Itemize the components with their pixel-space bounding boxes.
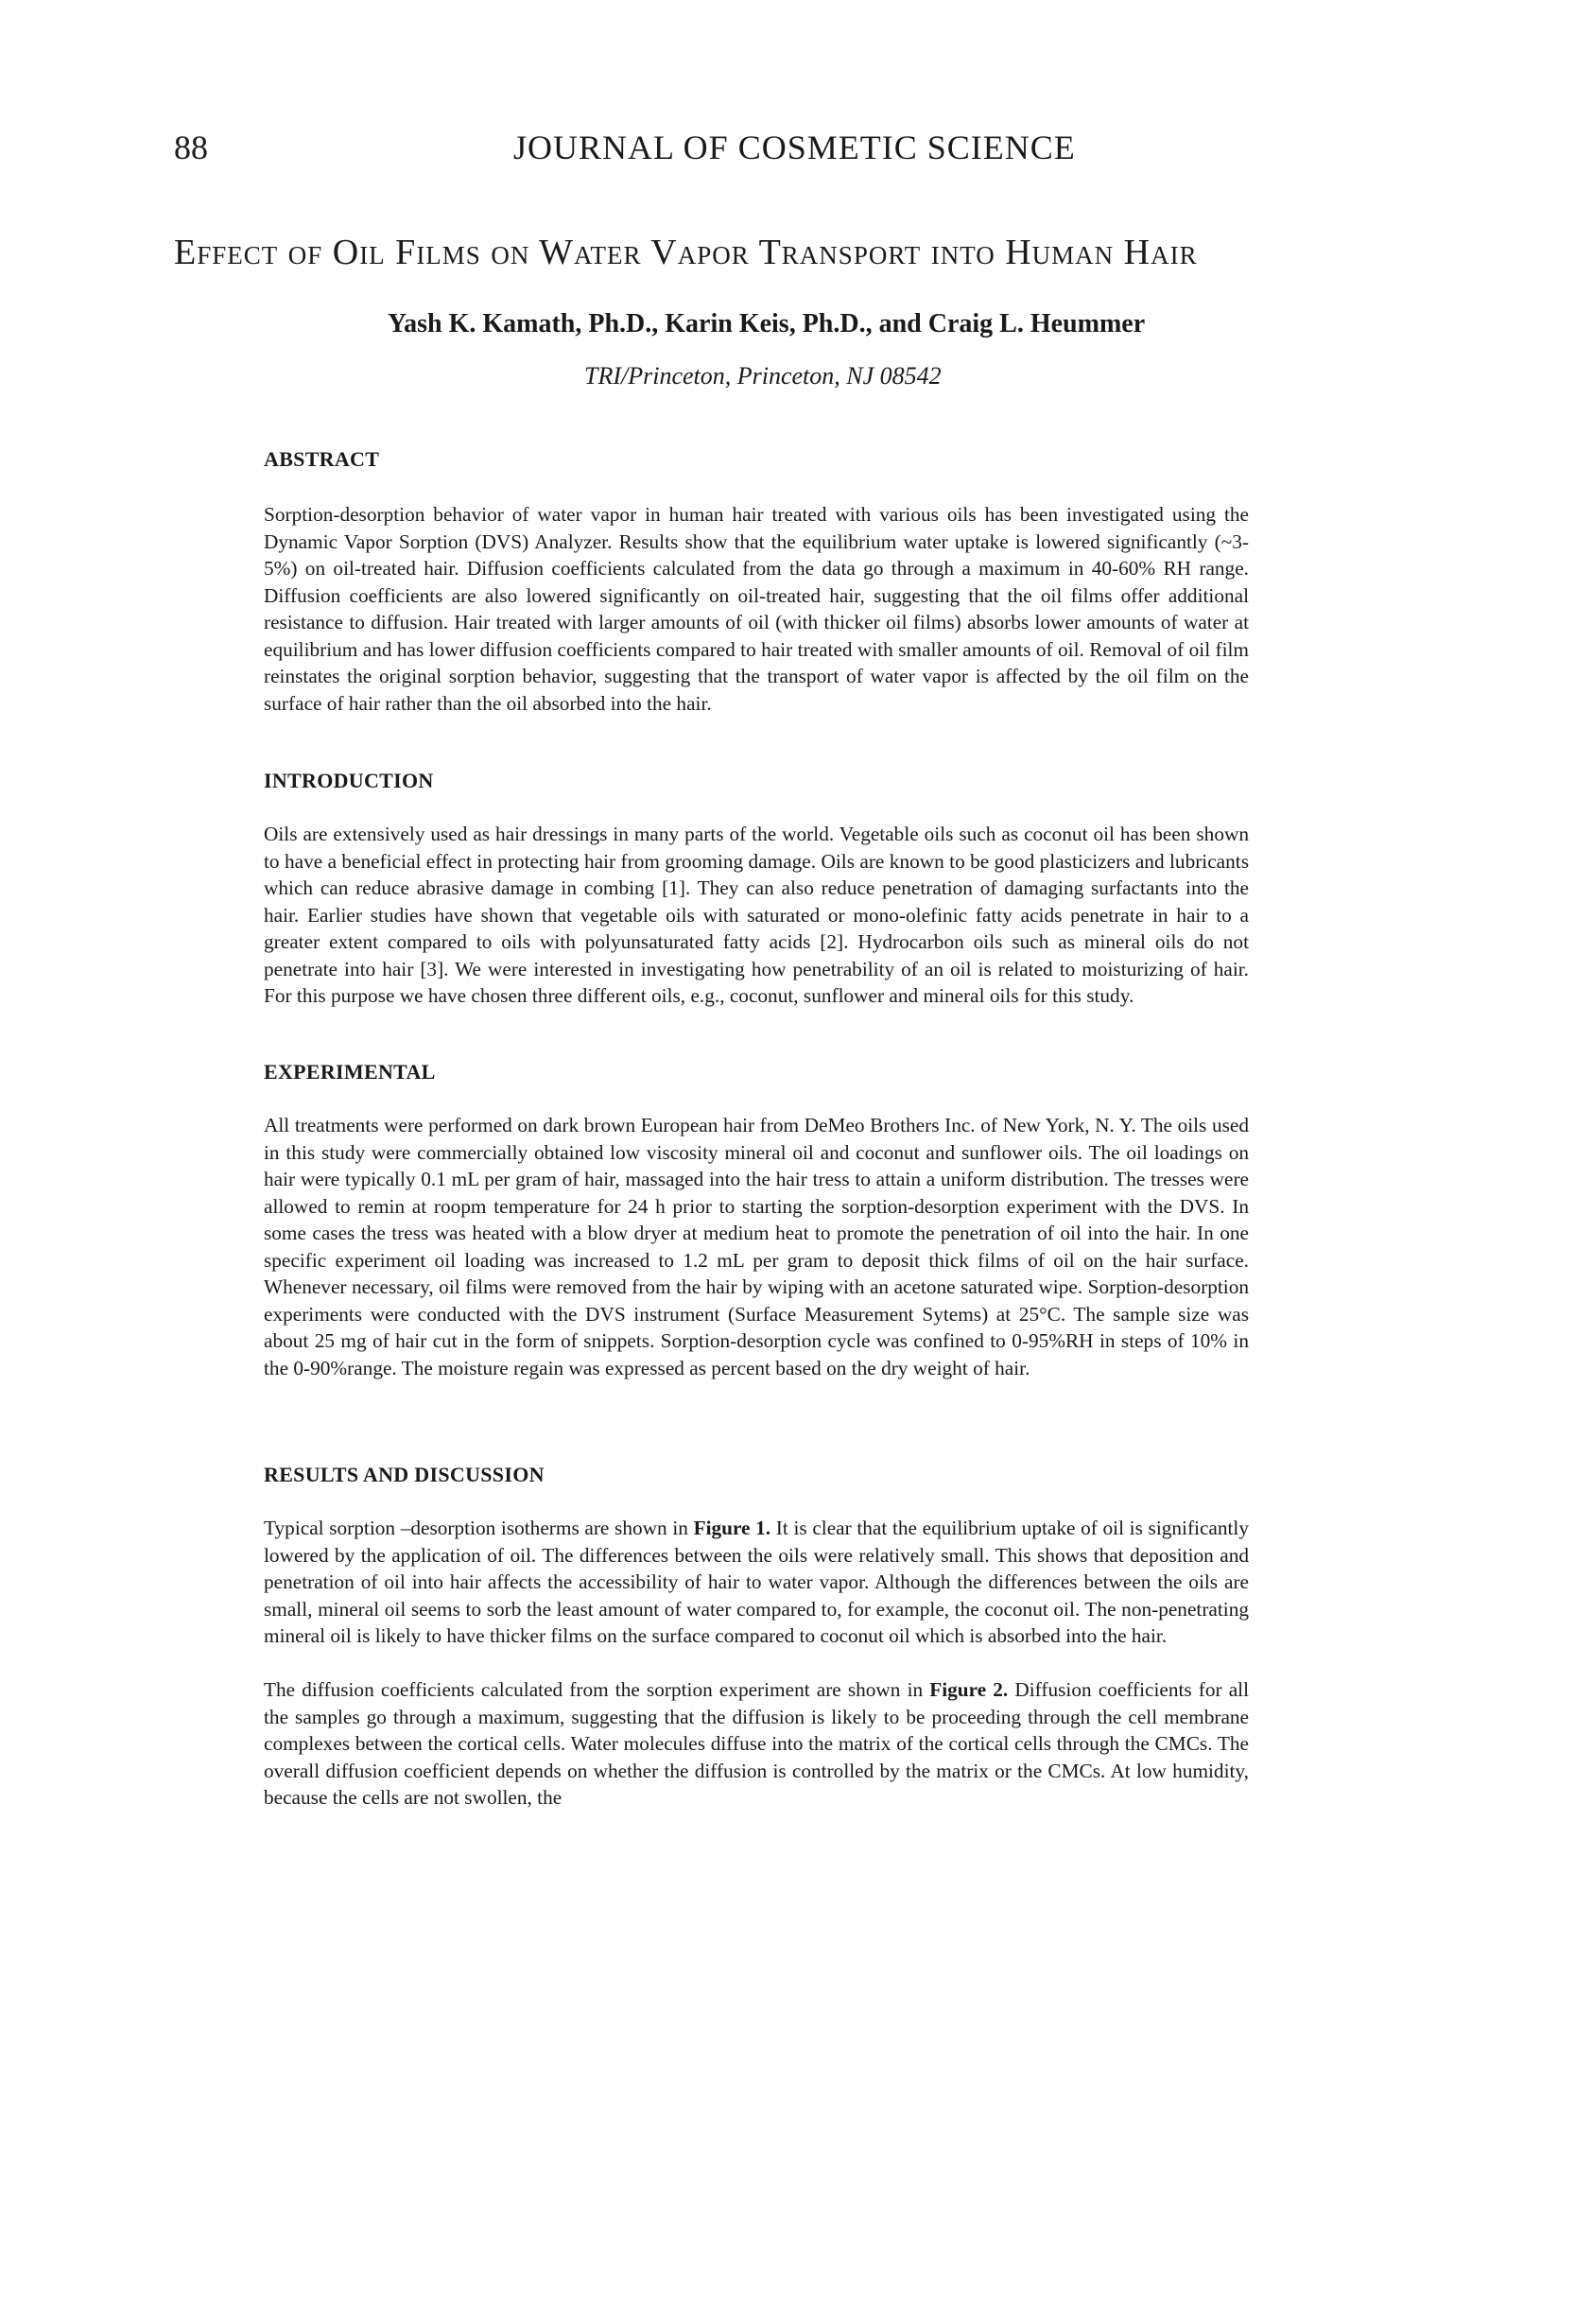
results-p2-text-b: Diffusion coefficients for all the samples go through a maximum, suggesting that the diffusion is likely to be proceeding through the cell membrane complexes between the cortical cells. Water molecules diffuse into the matrix of the cortical cells through the CMCs. The overall diffusion coefficient depends on whether the diffusion is controlled by the matrix or the CMCs. At low humidity, because the cells are not swollen, the xyxy=(264,1678,1249,1809)
introduction-text: Oils are extensively used as hair dressings in many parts of the world. Vegetable oils such as coconut oil has been shown to have a beneficial effect in protecting hair from grooming damage. Oils are known to be good plasticizers and lubricants which can reduce abrasive damage in combing [1]. They can also reduce penetration of damaging surfactants into the hair. Earlier studies have shown that vegetable oils with saturated or mono-olefinic fatty acids penetrate in hair to a greater extent compared to oils with polyunsaturated fatty acids [2]. Hydrocarbon oils such as mineral oils do not penetrate into hair [3]. We were interested in investigating how penetrability of an oil is related to moisturizing of hair. For this purpose we have chosen three different oils, e.g., coconut, sunflower and mineral oils for this study. xyxy=(264,823,1249,1007)
results-heading: RESULTS AND DISCUSSION xyxy=(264,1463,545,1486)
abstract-heading: ABSTRACT xyxy=(264,447,380,471)
experimental-heading: EXPERIMENTAL xyxy=(264,1060,436,1084)
results-paragraph-1 xyxy=(264,1515,1249,1650)
experimental-text: All treatments were performed on dark brown European hair from DeMeo Brothers Inc. of New York, N. Y. The oils used in this study were commercially obtained low viscosity mineral oil and coconut and sunflower oils. The oil loadings on hair were typically 0.1 mL per gram of hair, massaged into the hair tress to attain a uniform distribution. The tresses were allowed to remin at roopm temperature for 24 h prior to starting the sorption-desorption experiment with the DVS. In some cases the tress was heated with a blow dryer at medium heat to promote the penetration of oil into the hair. In one specific experiment oil loading was increased to 1.2 mL per gram to deposit thick films of oil on the hair surface. Whenever necessary, oil films were removed from the hair by wiping with an acetone saturated wipe. Sorption-desorption experiments were conducted with the DVS instrument (Surface Measurement Sytems) at 25°C. The sample size was about 25 mg of hair cut in the form of snippets. Sorption-desorption cycle was confined to 0-95%RH in steps of 10% in the 0-90%range. The moisture regain was expressed as percent based on the dry weight of hair. xyxy=(264,1114,1249,1379)
results-paragraph-2 xyxy=(264,1676,1249,1812)
affiliation: TRI/Princeton, Princeton, NJ 08542 xyxy=(584,362,942,390)
figure-1-ref: Figure 1. xyxy=(693,1517,771,1539)
paper-title: Effect of Oil Films on Water Vapor Transport into Human Hair xyxy=(174,233,1198,272)
results-p2-text-a: The diffusion coefficients calculated from the sorption experiment are shown in xyxy=(264,1678,930,1701)
abstract-text: Sorption-desorption behavior of water vapor in human hair treated with various oils has been investigated using the Dynamic Vapor Sorption (DVS) Analyzer. Results show that the equilibrium water uptake is lowered significantly (~3-5%) on oil-treated hair. Diffusion coefficients calculated from the data go through a maximum in 40-60% RH range. Diffusion coefficients are also lowered significantly on oil-treated hair, suggesting that the oil films offer additional resistance to diffusion. Hair treated with larger amounts of oil (with thicker oil films) absorbs lower amounts of water at equilibrium and has lower diffusion coefficients compared to hair treated with smaller amounts of oil. Removal of oil film reinstates the original sorption behavior, suggesting that the transport of water vapor is affected by the oil film on the surface of hair rather than the oil absorbed into the hair. xyxy=(264,503,1249,715)
results-p1-text-b: It is clear that the equilibrium uptake of oil is significantly lowered by the application of oil. The differences between the oils were relatively small. This shows that deposition and penetration of oil into hair affects the accessibility of hair to water vapor. Although the differences between the oils are small, mineral oil seems to sorb the least amount of water compared to, for example, the coconut oil. The non-penetrating mineral oil is likely to have thicker films on the surface compared to coconut oil which is absorbed into the hair. xyxy=(264,1517,1249,1647)
page-number: 88 xyxy=(174,129,208,166)
figure-2-ref: Figure 2. xyxy=(929,1678,1009,1701)
author-list: Yash K. Kamath, Ph.D., Karin Keis, Ph.D., and Craig L. Heummer xyxy=(388,309,1146,338)
journal-title: JOURNAL OF COSMETIC SCIENCE xyxy=(513,129,1076,166)
introduction-heading: INTRODUCTION xyxy=(264,769,434,792)
results-p1-text-a: Typical sorption –desorption isotherms are shown in xyxy=(264,1517,694,1539)
